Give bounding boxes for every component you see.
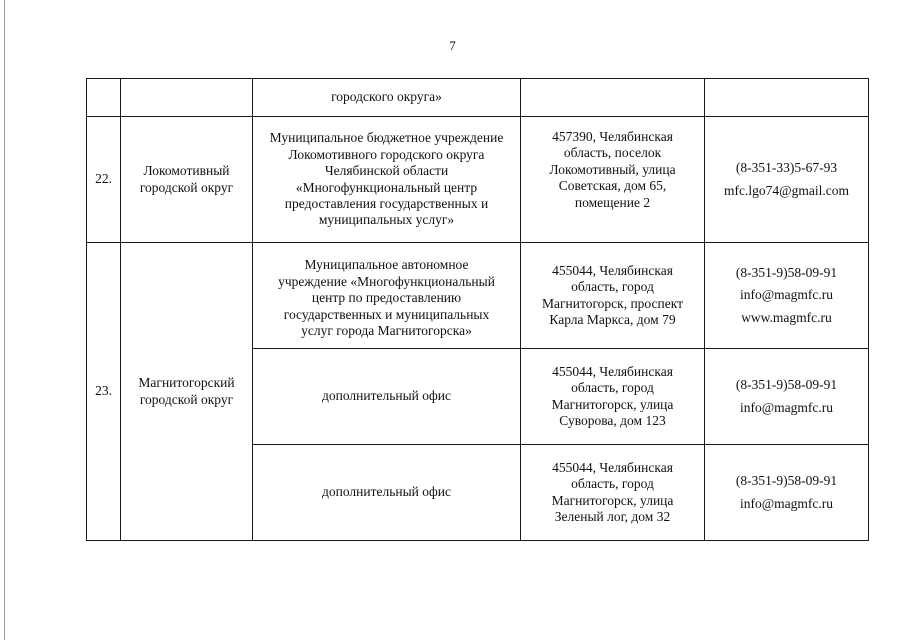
organization-22: Муниципальное бюджетное учреждение Локомотивного городского округа Челябинской области «Многофункциональный центр предоставления государственных и муниципальных услуг» [253,117,521,243]
table-row-23-main [87,243,869,349]
address-22: 457390, Челябинская область, поселок Локомотивный, улица Советская, дом 65, помещение 2 [521,117,705,243]
table-row-continuation [87,79,869,117]
table-row-22 [87,117,869,243]
row-number-22: 22. [87,117,121,243]
organization-23-office-1: дополнительный офис [253,349,521,445]
email-23-office-2: info@magmfc.ru [739,495,834,511]
address-23-office-1: 455044, Челябинская область, город Магнитогорск, улица Суворова, дом 123 [521,349,705,445]
organization-23-office-2: дополнительный офис [253,445,521,541]
email-23-main: info@magmfc.ru [739,287,834,303]
website-23-main: www.magmfc.ru [741,309,832,325]
cell-number-empty [87,79,121,117]
email-22: mfc.lgo74@gmail.com [724,182,849,198]
mfc-registry-table [86,78,869,541]
district-23: Магнитогорский городской округ [121,243,253,541]
phone-23-office-2: (8-351-9)58-09-91 [735,473,838,489]
phone-23-main: (8-351-9)58-09-91 [735,264,838,280]
cell-organization-continuation [253,79,521,117]
phone-22: (8-351-33)5-67-93 [735,160,838,176]
page-number: 7 [449,38,456,53]
email-23-office-1: info@magmfc.ru [739,399,834,415]
org-continuation-line: городского округа» [331,89,442,105]
cell-contacts-empty [705,79,869,117]
contacts-23-office-1 [705,349,869,445]
organization-23-main: Муниципальное автономное учреждение «Многофункциональный центр по предоставлению государственных и муниципальных услуг города Магнитогорска» [253,243,521,349]
contacts-23-office-2 [705,445,869,541]
contacts-22 [705,117,869,243]
cell-address-empty [521,79,705,117]
contacts-23-main [705,243,869,349]
address-23-main: 455044, Челябинская область, город Магнитогорск, проспект Карла Маркса, дом 79 [521,243,705,349]
cell-district-empty [121,79,253,117]
address-23-office-2: 455044, Челябинская область, город Магнитогорск, улица Зеленый лог, дом 32 [521,445,705,541]
scan-left-edge [4,0,5,640]
phone-23-office-1: (8-351-9)58-09-91 [735,377,838,393]
district-22: Локомотивный городской округ [121,117,253,243]
row-number-23: 23. [87,243,121,541]
